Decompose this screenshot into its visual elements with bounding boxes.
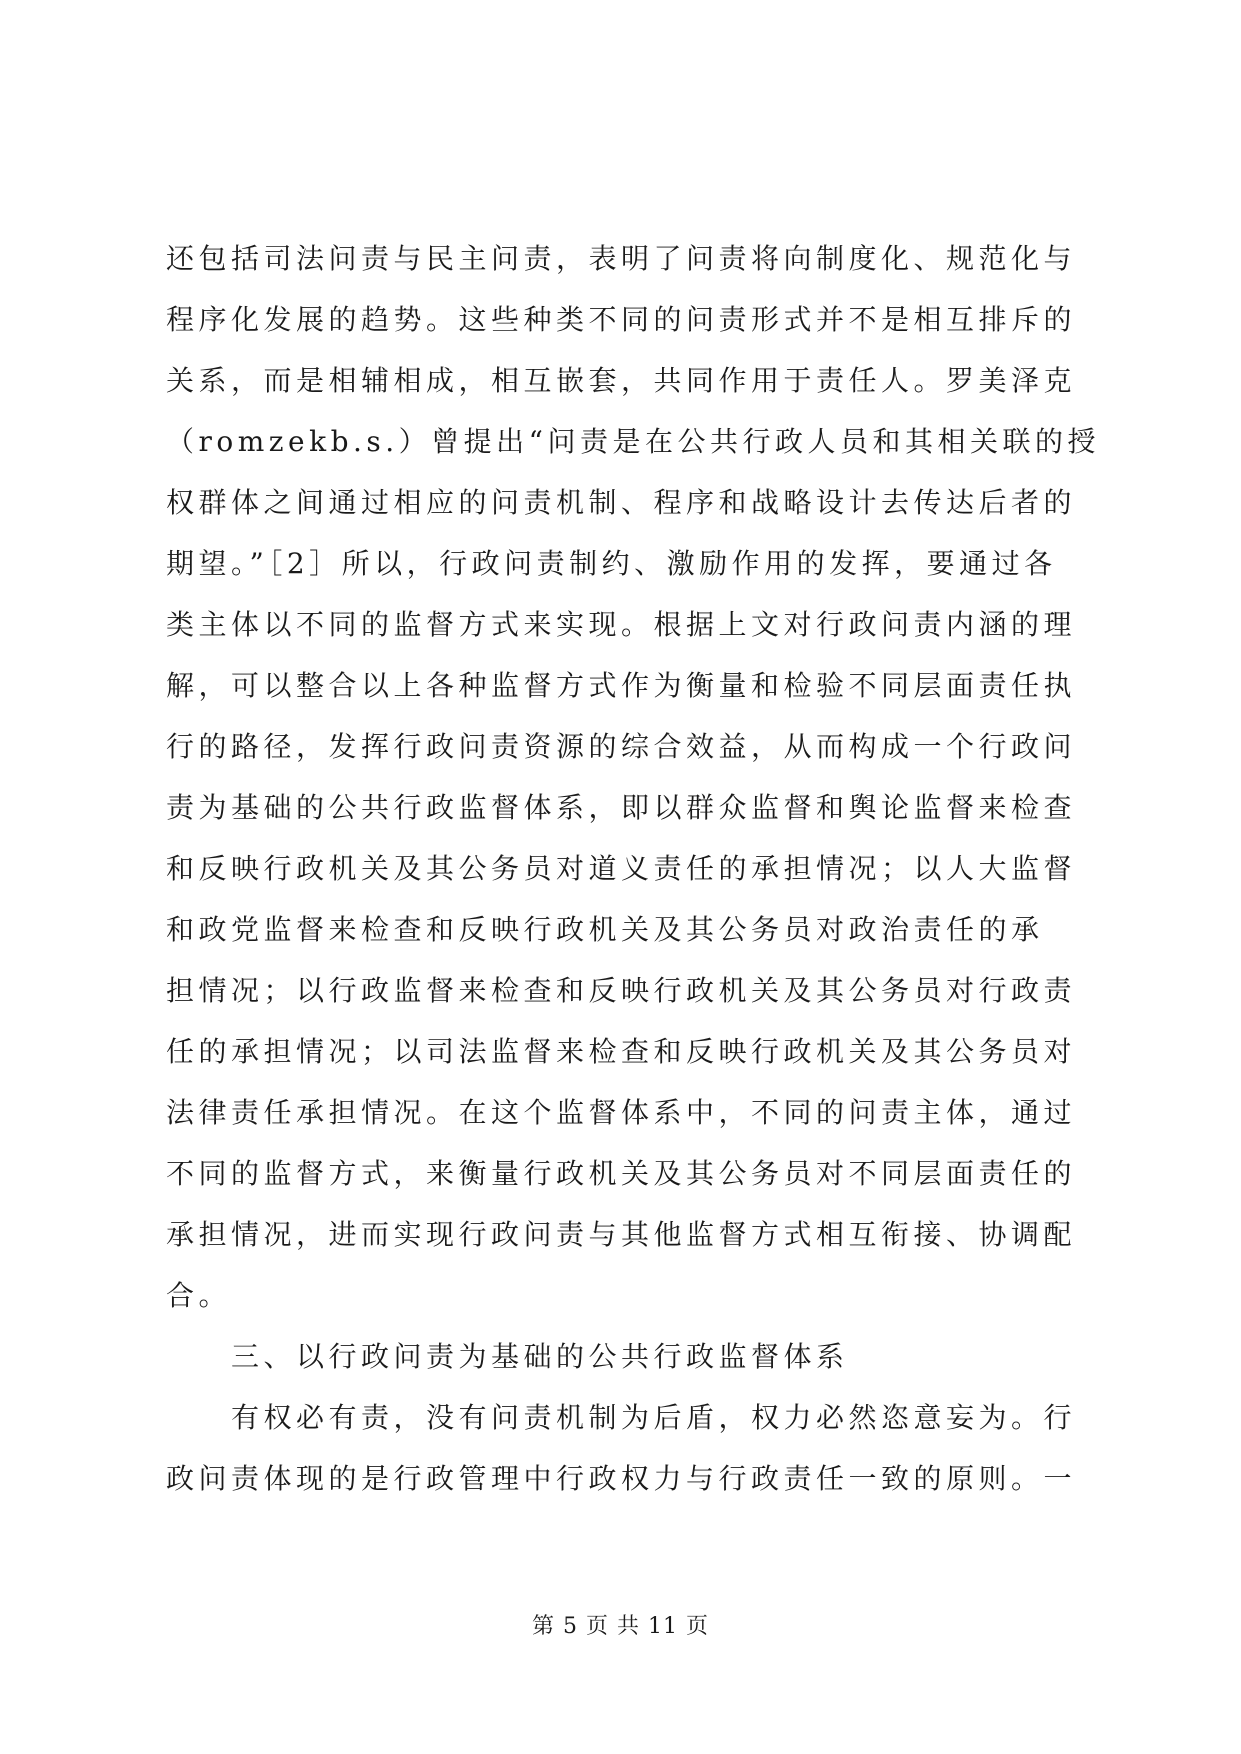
text-line: 有权必有责，没有问责机制为后盾，权力必然恣意妄为。行 (166, 1401, 1077, 1434)
text-line: 解，可以整合以上各种监督方式作为衡量和检验不同层面责任执 (166, 669, 1077, 702)
text-line: 期望。”［2］所以，行政问责制约、激励作用的发挥，要通过各 (166, 547, 1057, 580)
text-line: 三、以行政问责为基础的公共行政监督体系 (166, 1340, 849, 1373)
text-line: 不同的监督方式，来衡量行政机关及其公务员对不同层面责任的 (166, 1157, 1077, 1190)
page-footer: 第 5 页 共 11 页 (532, 1614, 709, 1639)
text-line: 合。 (166, 1279, 232, 1312)
text-line: 担情况；以行政监督来检查和反映行政机关及其公务员对行政责 (166, 974, 1077, 1007)
text-line: 政问责体现的是行政管理中行政权力与行政责任一致的原则。一 (166, 1462, 1077, 1495)
body-text (166, 228, 1100, 1509)
text-line: 关系，而是相辅相成，相互嵌套，共同作用于责任人。罗美泽克 (166, 364, 1077, 397)
text-line: 权群体之间通过相应的问责机制、程序和战略设计去传达后者的 (166, 486, 1077, 519)
text-line: （romzekb.s.）曾提出“问责是在公共行政人员和其相关联的授 (166, 425, 1100, 458)
text-line: 类主体以不同的监督方式来实现。根据上文对行政问责内涵的理 (166, 608, 1077, 641)
text-line: 任的承担情况；以司法监督来检查和反映行政机关及其公务员对 (166, 1035, 1077, 1068)
text-line: 和反映行政机关及其公务员对道义责任的承担情况；以人大监督 (166, 852, 1077, 885)
text-line: 责为基础的公共行政监督体系，即以群众监督和舆论监督来检查 (166, 791, 1077, 824)
text-line: 承担情况，进而实现行政问责与其他监督方式相互衔接、协调配 (166, 1218, 1077, 1251)
text-line: 程序化发展的趋势。这些种类不同的问责形式并不是相互排斥的 (166, 303, 1077, 336)
text-line: 和政党监督来检查和反映行政机关及其公务员对政治责任的承 (166, 913, 1044, 946)
text-line: 还包括司法问责与民主问责，表明了问责将向制度化、规范化与 (166, 242, 1077, 275)
text-line: 法律责任承担情况。在这个监督体系中，不同的问责主体，通过 (166, 1096, 1077, 1129)
text-line: 行的路径，发挥行政问责资源的综合效益，从而构成一个行政问 (166, 730, 1077, 763)
